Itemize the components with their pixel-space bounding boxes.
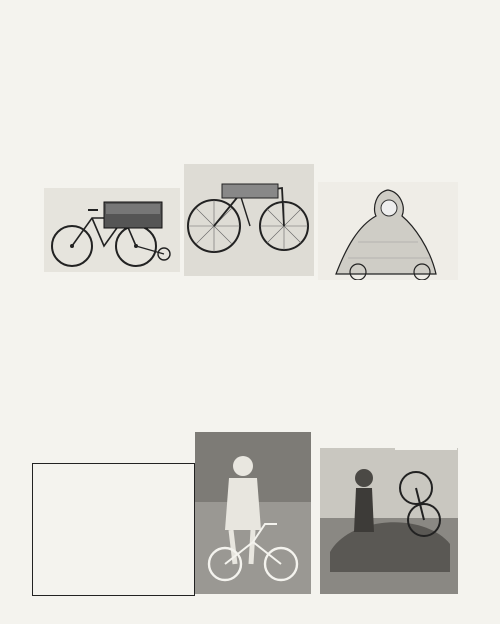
bicycle-trailer-drawing [184,164,314,276]
folded-bicycle-car-photo [320,448,458,594]
bicycle-luggage-carrier-drawing [44,188,180,272]
article-column-4 [44,298,176,460]
photo-gap [395,432,457,450]
figure-caption [318,280,458,310]
article-column-6 [318,316,456,436]
figure-caption [184,268,312,312]
folding-bicycle-woman-drawing [195,432,311,594]
article-column-5 [184,316,311,429]
bicycle-trailer-photo [184,164,314,276]
bicycle-luggage-carrier-photo [44,188,180,272]
folded-bicycle-car-drawing [320,448,458,594]
sidebar-text [37,468,189,592]
article-column-2 [184,20,310,186]
rain-cape-cyclist-drawing [318,182,458,280]
inventor-sidebar-box [32,463,195,596]
rain-cape-cyclist-photo [318,182,458,280]
folding-bicycle-woman-photo [195,432,311,594]
article-column-1 [44,20,177,186]
figure-caption [44,274,180,296]
article-column-3 [318,20,456,178]
